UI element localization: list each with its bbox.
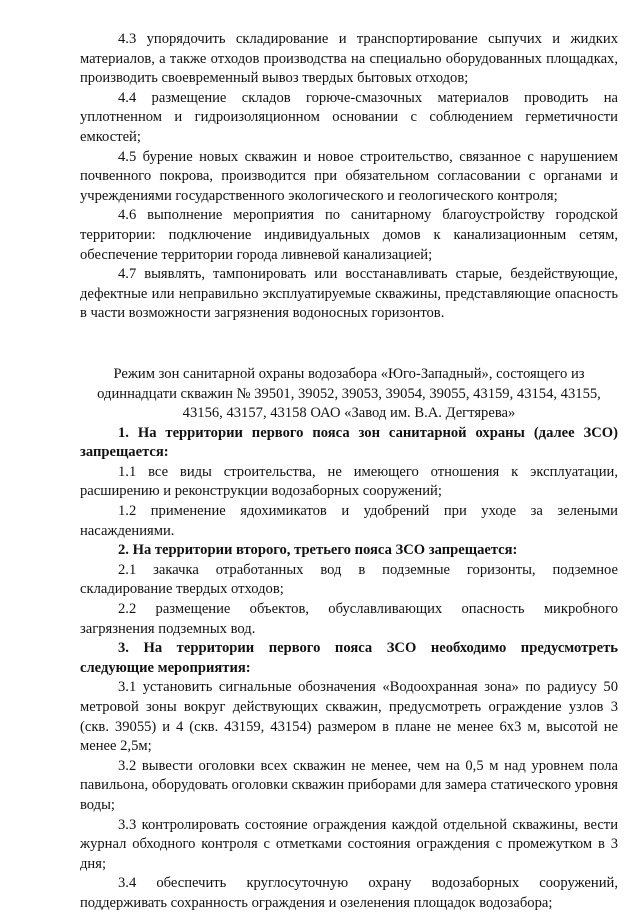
- paragraph-3-4: 3.4 обеспечить круглосуточную охрану водозаборных сооружений, поддерживать сохранность ограждения и озеленения площадок водозабора;: [80, 875, 618, 911]
- paragraph-1-1: 1.1 все виды строительства, не имеющего отношения к эксплуатации, расширению и реконструкции водозаборных сооружений;: [80, 463, 618, 500]
- paragraph-4-6: 4.6 выполнение мероприятия по санитарному благоустройству городской территории: подключение индивидуальных домов к канализационным сетям, обеспечение территории города ливневой канализацией;: [80, 207, 618, 263]
- paragraph-3-3: 3.3 контролировать состояние ограждения каждой отдельной скважины, вести журнал обходного контроля с отметками состояния ограждения с промежутком в 3 дня;: [80, 816, 618, 872]
- paragraph-2-2: 2.2 размещение объектов, обуславливающих опасность микробного загрязнения подземных вод.: [80, 601, 618, 637]
- section-spacer: [80, 324, 618, 365]
- paragraph-3-1: 3.1 установить сигнальные обозначения «Водоохранная зона» по радиусу 50 метровой зоны вокруг действующих скважин, предусмотреть ограждение узлов 3 (скв. 39055) и 4 (скв. 43159, 43154) размером в плане не менее 6х3 м, высотой не менее 2,5м;: [80, 679, 618, 755]
- section-1-heading: 1. На территории первого пояса зон санитарной охраны (далее ЗСО) запрещается:: [80, 424, 618, 461]
- paragraph-1-2: 1.2 применение ядохимикатов и удобрений при уходе за зелеными насаждениями.: [80, 503, 618, 539]
- section-2-heading: 2. На территории второго, третьего пояса ЗСО запрещается:: [118, 542, 518, 559]
- paragraph-4-7: 4.7 выявлять, тампонировать или восстанавливать старые, бездействующие, дефектные или неправильно эксплуатируемые скважины, представляющие опасность в части возможности загрязнения водоносных горизонтов.: [80, 266, 618, 322]
- paragraph-3-2: 3.2 вывести оголовки всех скважин не менее, чем на 0,5 м над уровнем пола павильона, оборудовать оголовки скважин приборами для замера статического уровня воды;: [80, 757, 618, 813]
- paragraph-4-4: 4.4 размещение складов горюче-смазочных материалов проводить на уплотненном и гидроизоляционном основании с соблюдением герметичности емкостей;: [80, 89, 618, 145]
- paragraph-4-5: 4.5 бурение новых скважин и новое строительство, связанное с нарушением почвенного покрова, производится при обязательном согласовании с органами и учреждениями государственного экологического и геологического контроля;: [80, 148, 618, 204]
- section-3-heading: 3. На территории первого пояса ЗСО необходимо предусмотреть следующие мероприятия:: [80, 640, 618, 676]
- paragraph-4-3: 4.3 упорядочить складирование и транспортирование сыпучих и жидких материалов, а также отходов производства на специально оборудованных площадках, производить своевременный вывоз твердых бытовых отходов;: [80, 31, 618, 87]
- paragraph-2-1: 2.1 закачка отработанных вод в подземные горизонты, подземное складирование твердых отходов;: [80, 561, 618, 598]
- section-intro: Режим зон санитарной охраны водозабора «Юго-Западный», состоящего из одиннадцати скважин № 39501, 39052, 39053, 39054, 39055, 43159, 43154, 43155, 43156, 43157, 43158 ОАО «Завод им. В.А. Дегтярева»: [97, 365, 601, 422]
